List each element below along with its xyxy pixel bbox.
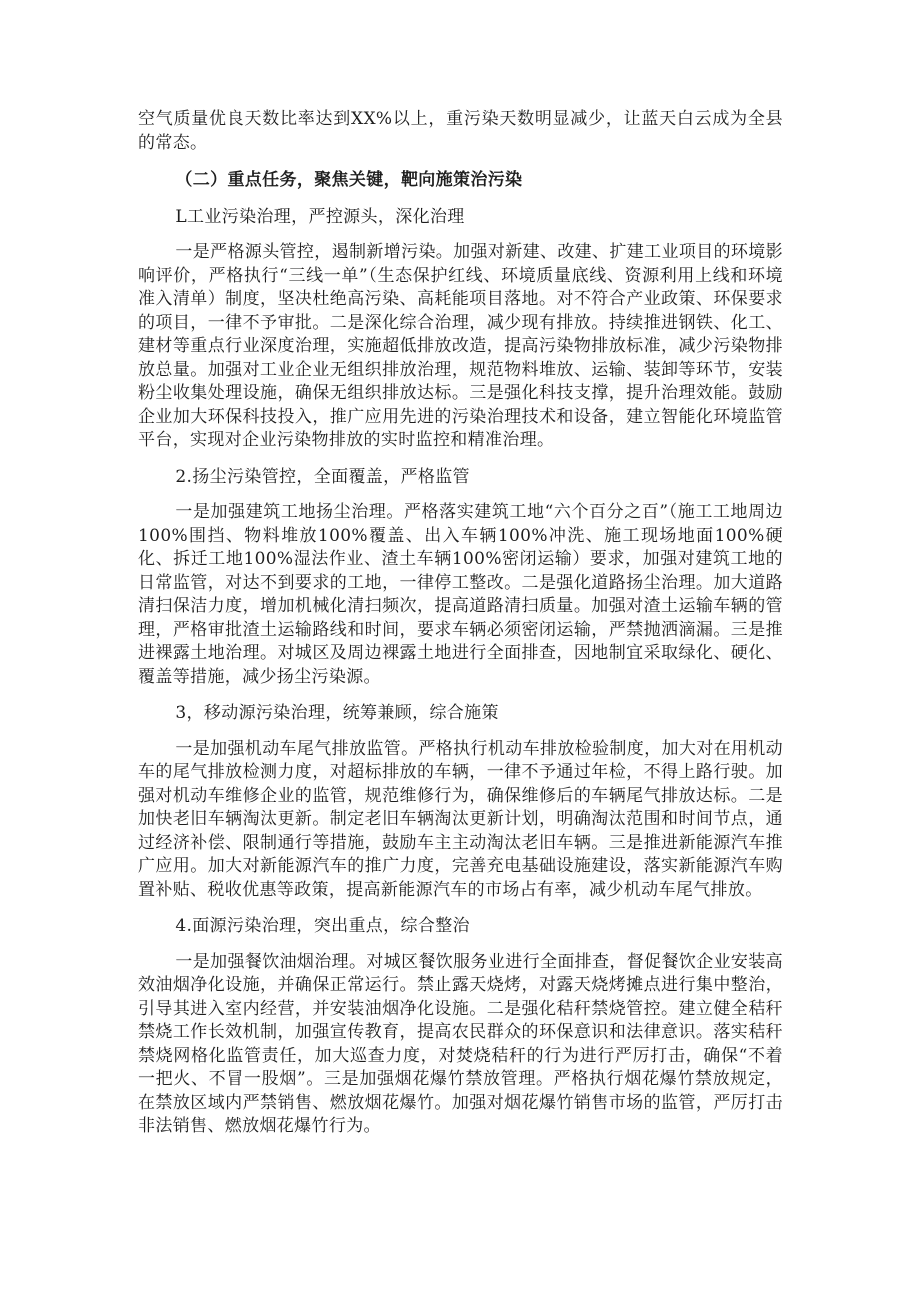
item-1-title: L工业污染治理，严控源头，深化治理 [175,206,465,227]
item-4-title: 4.面源污染治理，突出重点，综合整治 [175,916,470,936]
item-2-body: 一是加强建筑工地扬尘治理。严格落实建筑工地“六个百分之百”（施工工地周边100%围挡、物料堆放100%覆盖、出入车辆100%冲洗、施工现场地面100%硬化、拆迁工地100%湿法作业、渣土车辆100%密闭运输）要求，加强对建筑工地的日常监管，对达不到要求的工地，一律停工整改。二是强化道路扬尘治理。加大道路清扫保洁力度，增加机械化清扫频次，提高道路清扫质量。加强对渣土运输车辆的管理，严格审批渣土运输路线和时间，要求车辆必须密闭运输，严禁抛洒滴漏。三是推进裸露土地治理。对城区及周边裸露土地进行全面排查，因地制宜采取绿化、硬化、覆盖等措施，减少扬尘污染源。 [138,502,783,687]
item-3-body: 一是加强机动车尾气排放监管。严格执行机动车排放检验制度，加大对在用机动车的尾气排放检测力度，对超标排放的车辆，一律不予通过年检，不得上路行驶。加强对机动车维修企业的监管，规范维修行为，确保维修后的车辆尾气排放达标。二是加快老旧车辆淘汰更新。制定老旧车辆淘汰更新计划，明确淘汰范围和时间节点，通过经济补偿、限制通行等措施，鼓励车主主动淘汰老旧车辆。三是推进新能源汽车推广应用。加大对新能源汽车的推广力度，完善充电基础设施建设，落实新能源汽车购置补贴、税收优惠等政策，提高新能源汽车的市场占有率，减少机动车尾气排放。 [138,738,783,900]
item-3-title: 3，移动源污染治理，统筹兼顾，综合施策 [175,703,499,723]
document-page [138,108,783,1139]
item-4-body: 一是加强餐饮油烟治理。对城区餐饮服务业进行全面排查，督促餐饮企业安装高效油烟净化设施，并确保正常运行。禁止露天烧烤，对露天烧烤摊点进行集中整治，引导其进入室内经营，并安装油烟净化设施。二是强化秸秆禁烧管控。建立健全秸秆禁烧工作长效机制，加强宣传教育，提高农民群众的环保意识和法律意识。落实秸秆禁烧网格化监管责任，加大巡查力度，对焚烧秸秆的行为进行严厉打击，确保“不着一把火、不冒一股烟”。三是加强烟花爆竹禁放管理。严格执行烟花爆竹禁放规定，在禁放区域内严禁销售、燃放烟花爆竹。加强对烟花爆竹销售市场的监管，严厉打击非法销售、燃放烟花爆竹行为。 [138,951,783,1136]
item-1-body: 一是严格源头管控，遏制新增污染。加强对新建、改建、扩建工业项目的环境影响评价，严格执行“三线一单”（生态保护红线、环境质量底线、资源利用上线和环境准入清单）制度，坚决杜绝高污染、高耗能项目落地。对不符合产业政策、环保要求的项目，一律不予审批。二是深化综合治理，减少现有排放。持续推进钢铁、化工、建材等重点行业深度治理，实施超低排放改造，提高污染物排放标准，减少污染物排放总量。加强对工业企业无组织排放治理，规范物料堆放、运输、装卸等环节，安装粉尘收集处理设施，确保无组织排放达标。三是强化科技支撑，提升治理效能。鼓励企业加大环保科技投入，推广应用先进的污染治理技术和设备，建立智能化环境监管平台，实现对企业污染物排放的实时监控和精准治理。 [138,242,783,450]
section-heading: （二）重点任务，聚焦关键，靶向施策治污染 [175,170,523,190]
item-2-title: 2.扬尘污染管控，全面覆盖，严格监管 [175,466,470,487]
intro-paragraph: 空气质量优良天数比率达到XX%以上，重污染天数明显减少，让蓝天白云成为全县的常态。 [138,109,783,153]
